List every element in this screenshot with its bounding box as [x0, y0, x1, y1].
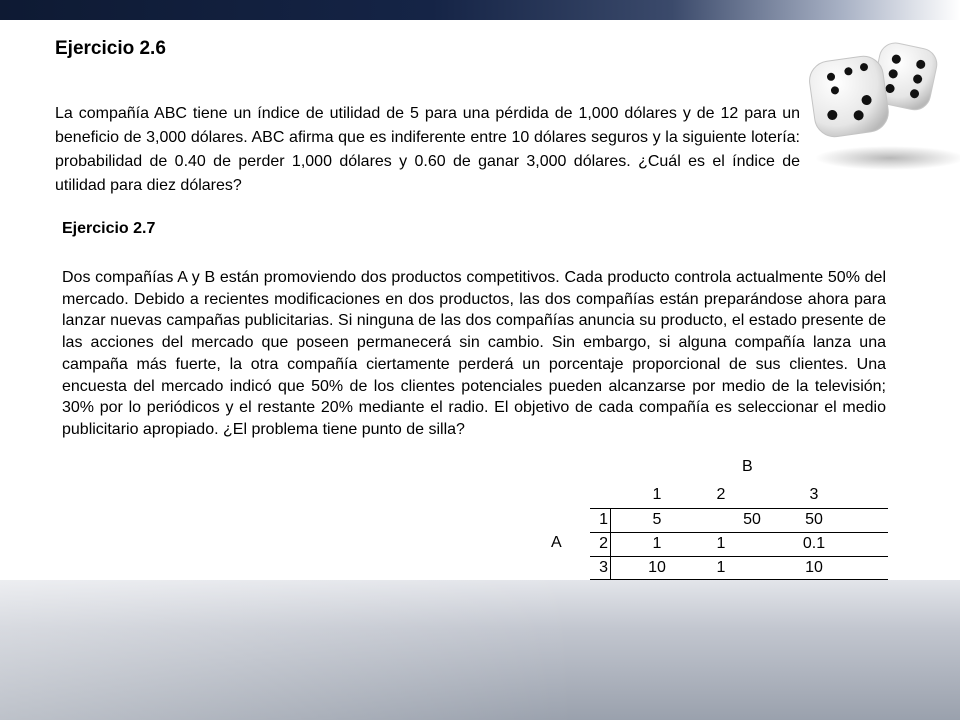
row-header: 2 [599, 535, 608, 552]
row-header: 3 [599, 559, 608, 576]
col-header: 3 [809, 486, 819, 503]
table-cell: 10 [805, 559, 823, 576]
exercise-2-6-title: Ejercicio 2.6 [55, 38, 166, 59]
table-cell: 1 [716, 535, 726, 552]
table-cell: 10 [648, 559, 666, 576]
top-banner [0, 0, 960, 20]
table-cell: 1 [652, 535, 662, 552]
row-rule [590, 532, 888, 533]
table-cell: 5 [652, 511, 662, 528]
exercise-2-6-text: La compañía ABC tiene un índice de utilidad de 5 para una pérdida de 1,000 dólares y de 12 para un beneficio de 3,000 dólares. ABC afirma que es indiferente entre 10 dólares seguros y la siguiente lotería: probabilidad de 0.40 de perder 1,000 dólares y 0.60 de ganar 3,000 dólares. ¿Cuál es el índice de utilidad para diez dólares? [55, 105, 800, 194]
col-header: 2 [716, 486, 726, 503]
exercise-2-7-text: Dos compañías A y B están promoviendo dos productos competitivos. Cada producto controla actualmente 50% del mercado. Debido a recientes modificaciones en dos productos, las dos compañías están preparándose ahora para lanzar nuevas campañas publicitarias. Si ninguna de las dos compañías anuncia su producto, el estado presente de las acciones del mercado que poseen permanecerá sin cambio. Sin embargo, si alguna compañía lanza una campaña más fuerte, la otra compañía ciertamente perderá un porcentaje proporcional de sus clientes. Una encuesta del mercado indicó que 50% de los clientes potenciales pueden alcanzarse por medio de la televisión; 30% por lo periódicos y el restante 20% mediante el radio. El objetivo de cada compañía es seleccionar el medio publicitario apropiado. ¿El problema tiene punto de silla? [62, 269, 886, 438]
player-b-label: B [742, 458, 753, 475]
table-cell: 1 [716, 559, 726, 576]
player-a-label: A [551, 534, 562, 551]
row-header: 1 [599, 511, 608, 528]
exercise-2-7-title: Ejercicio 2.7 [62, 220, 156, 237]
table-cell: 50 [805, 511, 823, 528]
col-header: 1 [652, 486, 662, 503]
dice-image [795, 28, 960, 178]
table-cell: 0.1 [802, 535, 826, 552]
row-header-rule [610, 508, 611, 580]
row-rule [590, 579, 888, 580]
row-rule [590, 556, 888, 557]
header-rule [590, 508, 888, 509]
table-cell: 50 [743, 511, 761, 528]
